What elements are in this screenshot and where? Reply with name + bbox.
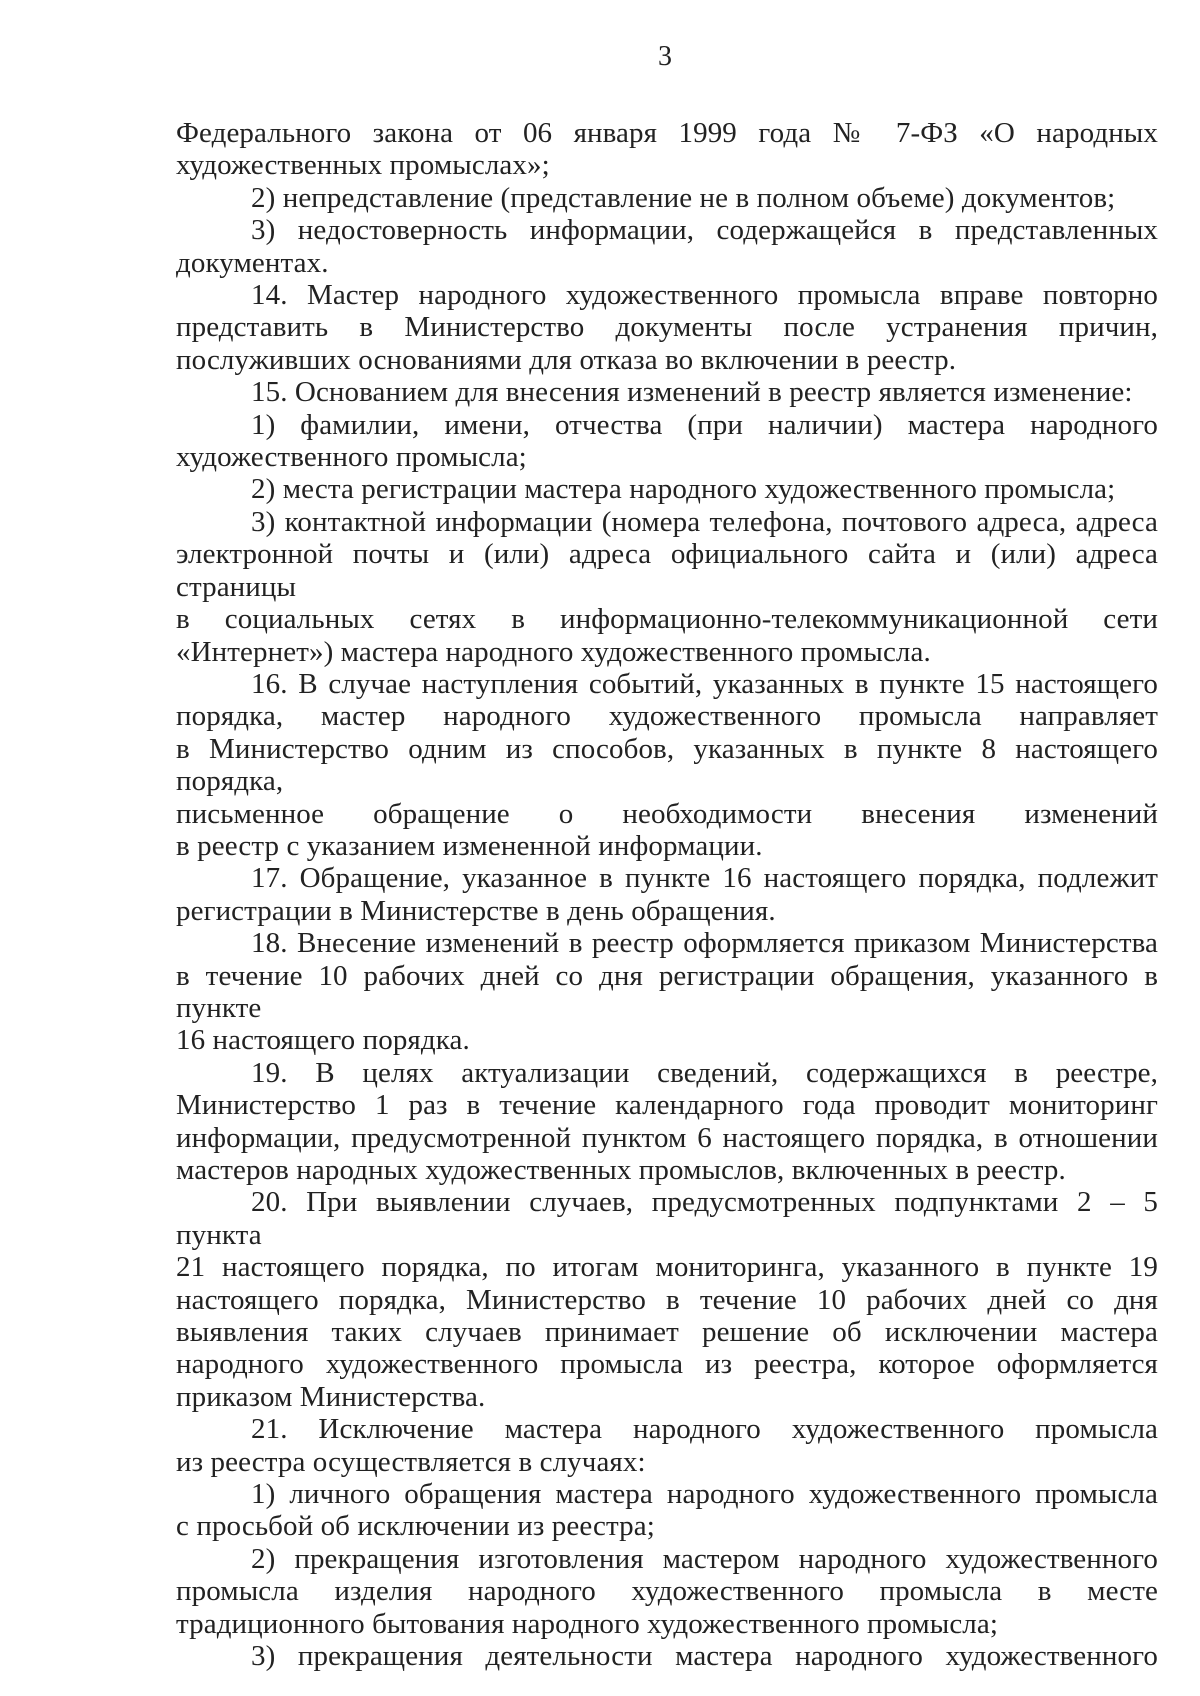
text-line: в социальных сетях в информационно-телекоммуникационной сети [176,603,1158,636]
text-line: 18. Внесение изменений в реестр оформляется приказом Министерства [251,927,1158,960]
text-line: 16. В случае наступления событий, указанных в пункте 15 настоящего [251,667,1158,700]
text-line: послуживших основаниями для отказа во включении в реестр. [176,343,957,376]
text-line: 3) прекращения деятельности мастера народного художественного [251,1640,1158,1673]
text-line: 1) фамилии, имени, отчества (при наличии) мастера народного [251,408,1158,441]
text-line: настоящего порядка, Министерство в течение 10 рабочих дней со дня [176,1283,1158,1316]
text-line: народного художественного промысла из реестра, которое оформляется [176,1348,1158,1381]
text-line: представить в Министерство документы после устранения причин, [176,311,1158,344]
text-line: с просьбой об исключении из реестра; [176,1510,655,1543]
text-line: в реестр с указанием измененной информации. [176,829,763,862]
text-line: 1) личного обращения мастера народного художественного промысла [251,1478,1158,1511]
text-line: 3) контактной информации (номера телефона, почтового адреса, адреса [251,505,1158,538]
text-line: письменное обращение о необходимости внесения изменений [176,797,1158,830]
text-line: художественного промысла; [176,441,527,474]
text-line: Министерство 1 раз в течение календарного года проводит мониторинг [176,1089,1158,1122]
document-body [176,117,1158,1673]
text-line: традиционного бытования народного художественного промысла; [176,1607,998,1640]
text-line: информации, предусмотренной пунктом 6 настоящего порядка, в отношении [176,1121,1158,1154]
page-number: 3 [658,41,672,72]
text-line: Федерального закона от 06 января 1999 года № 7-ФЗ «О народных [176,117,1158,149]
text-line: 2) места регистрации мастера народного художественного промысла; [251,473,1116,506]
text-line: 17. Обращение, указанное в пункте 16 настоящего порядка, подлежит [251,862,1158,895]
text-line: приказом Министерства. [176,1380,486,1413]
text-line: 2) непредставление (представление не в полном объеме) документов; [251,181,1116,214]
text-line: электронной почты и (или) адреса официального сайта и (или) адреса страницы [176,538,1158,603]
text-line: регистрации в Министерстве в день обращения. [176,894,776,927]
text-line: документах. [176,246,329,279]
text-line: мастеров народных художественных промыслов, включенных в реестр. [176,1154,1066,1186]
text-line: 19. В целях актуализации сведений, содержащихся в реестре, [251,1056,1158,1089]
text-line: «Интернет») мастера народного художественного промысла. [176,635,931,668]
text-line: 15. Основанием для внесения изменений в реестр является изменение: [251,376,1133,409]
text-line: 16 настоящего порядка. [176,1024,470,1057]
text-line: 21. Исключение мастера народного художественного промысла [251,1413,1158,1446]
text-line: промысла изделия народного художественного промысла в месте [176,1575,1158,1608]
text-line: 20. При выявлении случаев, предусмотренных подпунктами 2 – 5 пункта [176,1186,1158,1251]
text-line: порядка, мастер народного художественного промысла направляет [176,700,1158,733]
text-line: в Министерство одним из способов, указанных в пункте 8 настоящего порядка, [176,732,1158,798]
text-line: 21 настоящего порядка, по итогам мониторинга, указанного в пункте 19 [176,1251,1158,1284]
text-line: 2) прекращения изготовления мастером народного художественного [251,1542,1158,1575]
text-line: выявления таких случаев принимает решение об исключении мастера [176,1316,1158,1349]
text-line: художественных промыслах»; [176,149,550,182]
text-line: 3) недостоверность информации, содержащейся в представленных [251,214,1158,247]
text-line: 14. Мастер народного художественного промысла вправе повторно [251,279,1158,312]
text-line: в течение 10 рабочих дней со дня регистрации обращения, указанного в пункте [176,959,1158,1024]
text-line: из реестра осуществляется в случаях: [176,1445,646,1478]
